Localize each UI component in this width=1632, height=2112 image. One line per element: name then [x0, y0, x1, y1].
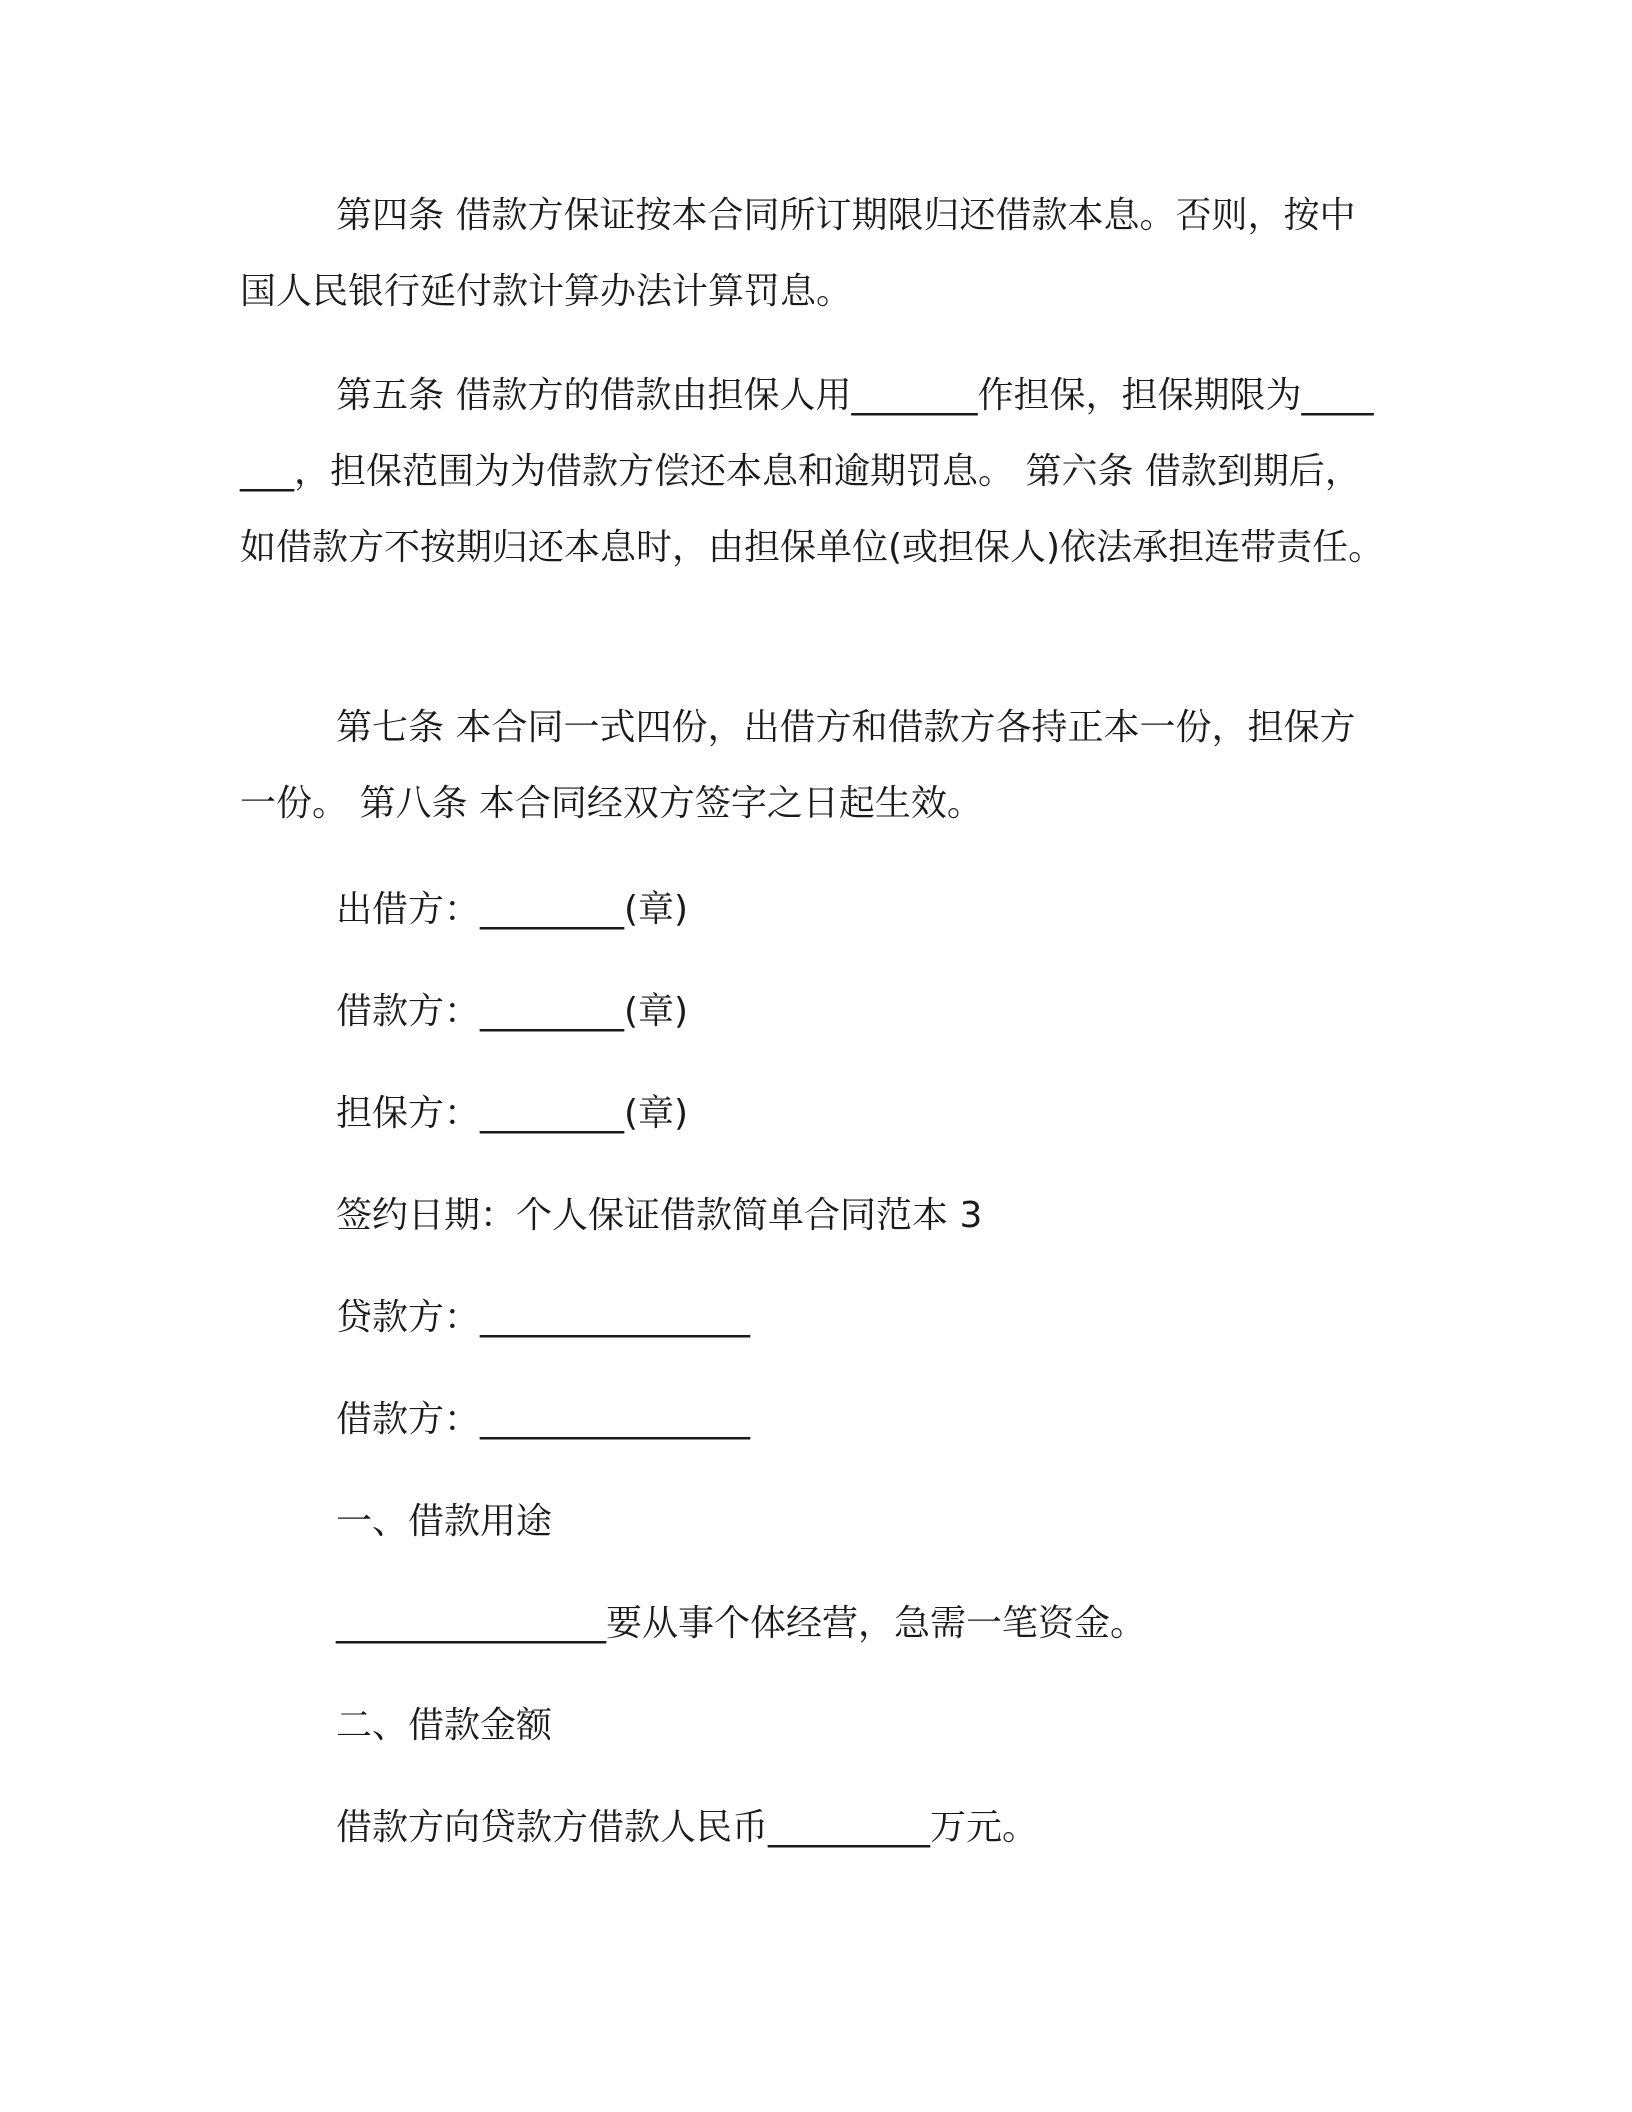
signing-date-line: 签约日期：个人保证借款简单合同范本 3: [336, 1195, 983, 1236]
article-5-6-paragraph: 第五条 借款方的借款由担保人用_______作担保，担保期限为_______，担保范围为为借款方偿还本息和逾期罚息。 第六条 借款到期后，如借款方不按期归还本息时，由担保单位(或担保人)依法承担连带责任。: [240, 375, 1385, 568]
guarantor-signature-line: 担保方：________(章): [336, 1093, 689, 1134]
article-7-8-paragraph: 第七条 本合同一式四份，出借方和借款方各持正本一份，担保方一份。 第八条 本合同经双方签字之日起生效。: [240, 707, 1356, 824]
lender-signature-line: 出借方：________(章): [336, 889, 689, 930]
lending-party-line: 贷款方：_______________: [336, 1297, 751, 1338]
article-4-paragraph: 第四条 借款方保证按本合同所订期限归还借款本息。否则，按中国人民银行延付款计算办法计算罚息。: [240, 195, 1356, 312]
section-2-body: 借款方向贷款方借款人民币_________万元。: [336, 1807, 1039, 1848]
section-1-body: _______________要从事个体经营，急需一笔资金。: [336, 1603, 1147, 1644]
borrowing-party-line: 借款方：_______________: [336, 1399, 751, 1440]
section-2-heading: 二、借款金额: [336, 1705, 553, 1746]
section-1-heading: 一、借款用途: [336, 1501, 553, 1542]
borrower-signature-line: 借款方：________(章): [336, 991, 689, 1032]
